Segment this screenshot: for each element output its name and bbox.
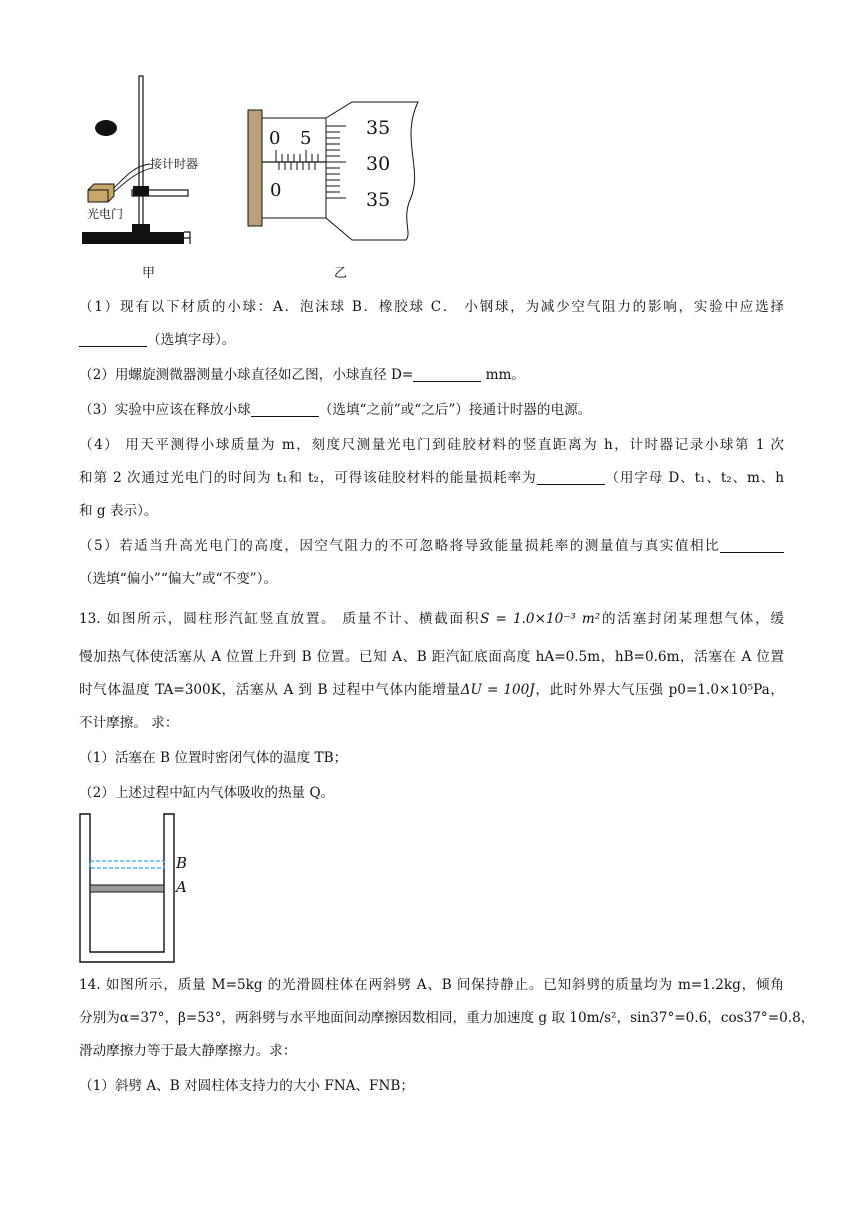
q13-text-2: 慢加热气体使活塞从 A 位置上升到 B 位置。已知 A、B 距汽缸底面高度 hA=0.5m，hB=0.6m，活塞在 A 位置 bbox=[79, 649, 784, 665]
sleeve-number-0: 0 bbox=[269, 128, 281, 149]
q12-part1-line1 bbox=[79, 297, 784, 317]
q13-text-1: 13. 如图所示，圆柱形汽缸竖直放置。 质量不计、横截面积 bbox=[79, 611, 481, 627]
q12-part4-line2 bbox=[79, 468, 784, 488]
q13-line2 bbox=[79, 647, 784, 667]
q12-part3-text: （3）实验中应该在释放小球 bbox=[79, 402, 251, 418]
label-a: A bbox=[176, 878, 187, 896]
thimble-number-35-bottom: 35 bbox=[366, 189, 391, 211]
q12-part1-text: （1）现有以下材质的小球：A．泡沫球 B．橡胶球 C． 小钢球，为减少空气阻力的影响，实验中应选择 bbox=[79, 299, 784, 315]
q12-part2-text: （2）用螺旋测微器测量小球直径如乙图，小球直径 D= bbox=[79, 367, 414, 383]
sleeve-number-0-bottom: 0 bbox=[270, 180, 282, 201]
piston-b-dashed bbox=[90, 861, 164, 868]
cylinder-figure bbox=[78, 810, 190, 966]
q12-part4-text-3: （用字母 D、t₁、t₂、m、h bbox=[604, 470, 784, 486]
q13-formula-area: S = 1.0×10⁻³ m² bbox=[480, 611, 601, 627]
q13-line3 bbox=[79, 680, 784, 700]
q12-part1-line2 bbox=[79, 330, 784, 350]
q14-line2 bbox=[79, 1008, 815, 1028]
q12-part5-tail: （选填“偏小”“偏大”或“不变”）。 bbox=[79, 571, 278, 587]
q12-part3-tail: （选填“之前”或“之后”）接通计时器的电源。 bbox=[318, 402, 592, 418]
stand-pole bbox=[139, 76, 143, 226]
q12-part2-tail: mm。 bbox=[485, 367, 526, 383]
thimble-number-30: 30 bbox=[366, 153, 391, 175]
label-b: B bbox=[176, 854, 188, 872]
q14-line3 bbox=[79, 1041, 784, 1061]
q12-part5-line2 bbox=[79, 569, 784, 589]
answer-blank-3[interactable] bbox=[251, 402, 319, 417]
q13-subq-1: （1）活塞在 B 位置时密闭气体的温度 TB； bbox=[79, 750, 348, 766]
q13-subq-2: （2）上述过程中缸内气体吸收的热量 Q。 bbox=[79, 785, 335, 801]
answer-blank-2[interactable] bbox=[413, 367, 481, 382]
q13-text-1b: 的活塞封闭某理想气体，缓 bbox=[600, 611, 785, 627]
answer-blank-5[interactable] bbox=[720, 538, 784, 553]
ball-icon bbox=[95, 120, 117, 136]
thimble-number-35-top: 35 bbox=[366, 117, 391, 139]
photogate-apparatus-figure bbox=[74, 72, 200, 252]
photogate-label: 光电门 bbox=[87, 207, 124, 221]
q13-line5 bbox=[79, 748, 784, 768]
figure-jia-caption: 甲 bbox=[142, 266, 156, 281]
figure-yi-caption: 乙 bbox=[334, 266, 348, 281]
micrometer-figure bbox=[242, 100, 432, 248]
q12-part4-text-4: 和 g 表示）。 bbox=[79, 503, 158, 519]
timer-label: 接计时器 bbox=[150, 157, 199, 171]
q14-line4 bbox=[79, 1076, 784, 1096]
q12-part2-line bbox=[79, 365, 784, 385]
q14-subq-1: （1）斜劈 A、B 对圆柱体支持力的大小 FNA、FNB； bbox=[79, 1078, 414, 1094]
photogate-icon bbox=[88, 184, 114, 202]
q14-line1 bbox=[79, 975, 784, 995]
q12-part3-line bbox=[79, 400, 784, 420]
sleeve-number-5: 5 bbox=[300, 128, 312, 149]
q13-line6 bbox=[79, 783, 784, 803]
answer-blank-4[interactable] bbox=[537, 470, 605, 485]
q14-text-3: 滑动摩擦力等于最大静摩擦力。求： bbox=[79, 1043, 297, 1059]
q12-part1-tail: （选填字母）。 bbox=[147, 332, 236, 348]
q12-part4-text: （4） 用天平测得小球质量为 m，刻度尺测量光电门到硅胶材料的竖直距离为 h，计时器记录小球第 1 次 bbox=[79, 437, 784, 453]
q12-part5-text: （5）若适当升高光电门的高度，因空气阻力的不可忽略将导致能量损耗率的测量值与真实值相比 bbox=[79, 538, 720, 554]
stand-base bbox=[82, 232, 184, 244]
q13-text-4: 不计摩擦。 求： bbox=[79, 715, 179, 731]
q13-formula-du: ΔU = 100J bbox=[460, 682, 535, 698]
q13-line1 bbox=[79, 609, 784, 629]
q13-text-3b: ，此时外界大气压强 p0=1.0×10⁵Pa， bbox=[534, 682, 784, 698]
q14-text-2: 分别为α=37°，β=53°，两斜劈与水平地面间动摩擦因数相同，重力加速度 g 取 10m/s²，sin37°=0.6，cos37°=0.8， bbox=[79, 1010, 815, 1026]
piston-a bbox=[90, 885, 164, 892]
answer-blank-1[interactable] bbox=[79, 332, 147, 347]
q13-text-3a: 时气体温度 TA=300K，活塞从 A 到 B 过程中气体内能增量 bbox=[79, 682, 461, 698]
q14-text-1: 14. 如图所示，质量 M=5kg 的光滑圆柱体在两斜劈 A、B 间保持静止。已知斜劈的质量均为 m=1.2kg，倾角 bbox=[79, 977, 784, 993]
q13-line4 bbox=[79, 713, 784, 733]
q12-part5-line1 bbox=[79, 536, 784, 556]
q12-part4-text-2: 和第 2 次通过光电门的时间为 t₁和 t₂，可得该硅胶材料的能量损耗率为 bbox=[79, 470, 537, 486]
q12-part4-line3 bbox=[79, 501, 784, 521]
q12-part4-line1 bbox=[79, 435, 784, 455]
